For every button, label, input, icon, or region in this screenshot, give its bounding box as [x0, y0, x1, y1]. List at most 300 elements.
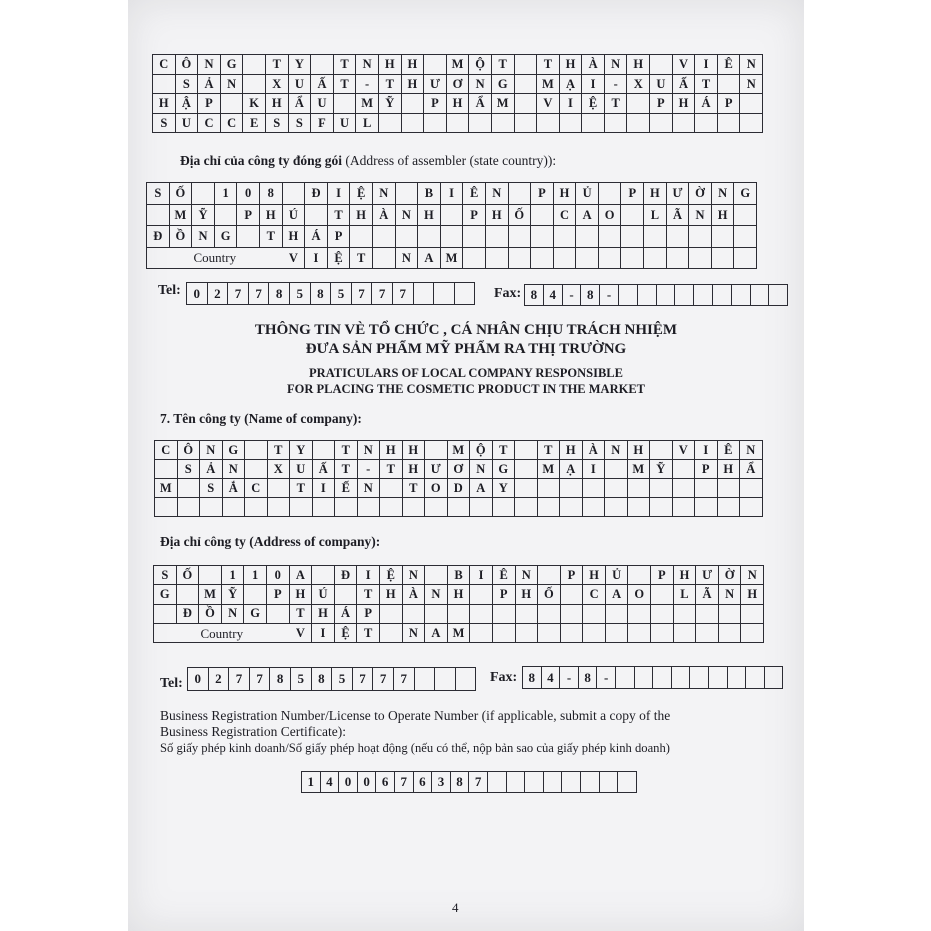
letter-cell: 8 — [260, 183, 283, 205]
manufacturer-name-grid — [152, 54, 763, 133]
letter-cell: N — [200, 441, 223, 460]
letter-cell: N — [192, 226, 215, 248]
digit-box — [732, 285, 751, 305]
letter-cell — [651, 585, 674, 604]
letter-cell: Ú — [312, 585, 335, 604]
letter-cell: - — [356, 75, 379, 95]
letter-cell: C — [583, 585, 606, 604]
assembler-address-label — [180, 153, 556, 169]
letter-cell: G — [154, 585, 177, 604]
background-left — [0, 0, 128, 931]
letter-cell — [628, 479, 651, 498]
letter-cell: N — [373, 183, 396, 205]
letter-cell — [305, 205, 328, 227]
letter-cell — [673, 479, 696, 498]
digit-box: 7 — [352, 283, 373, 304]
digit-box — [746, 667, 765, 688]
company-fax-label: Fax: — [490, 670, 518, 685]
letter-cell: N — [740, 75, 763, 95]
letter-cell: O — [599, 205, 622, 227]
letter-cell: - — [358, 460, 381, 479]
letter-cell: A — [290, 566, 313, 585]
digit-box: 6 — [376, 772, 395, 792]
letter-cell: Y — [289, 55, 312, 75]
country-letter-cell — [667, 248, 690, 270]
letter-cell: Ạ — [560, 460, 583, 479]
letter-cell: Ệ — [350, 183, 373, 205]
letter-cell: H — [741, 585, 764, 604]
letter-cell: Đ — [305, 183, 328, 205]
letter-cell: 1 — [215, 183, 238, 205]
letter-cell: Ộ — [469, 55, 492, 75]
letter-cell: P — [695, 460, 718, 479]
letter-cell — [200, 498, 223, 517]
letter-cell: T — [335, 441, 358, 460]
country-letter-cell — [463, 248, 486, 270]
letter-cell — [515, 441, 538, 460]
letter-cell: P — [651, 566, 674, 585]
letter-cell — [605, 460, 628, 479]
letter-cell: 0 — [267, 566, 290, 585]
letter-cell — [486, 226, 509, 248]
digit-box: - — [560, 667, 579, 688]
letter-cell — [237, 226, 260, 248]
letter-cell — [215, 205, 238, 227]
country-letter-cell — [493, 624, 516, 643]
letter-cell: P — [650, 94, 673, 114]
letter-cell: H — [712, 205, 735, 227]
letter-cell: G — [492, 75, 515, 95]
letter-cell: À — [403, 585, 426, 604]
letter-cell: P — [267, 585, 290, 604]
letter-cell — [667, 226, 690, 248]
assembler-tel-label: Tel: — [158, 283, 181, 298]
letter-cell — [373, 226, 396, 248]
letter-cell — [463, 226, 486, 248]
letter-cell — [313, 498, 336, 517]
letter-cell — [469, 114, 492, 134]
letter-cell — [650, 114, 673, 134]
country-label: Country — [147, 248, 283, 270]
letter-cell: P — [237, 205, 260, 227]
letter-cell: Ê — [463, 183, 486, 205]
letter-cell: T — [328, 205, 351, 227]
letter-cell — [605, 479, 628, 498]
letter-cell: H — [379, 55, 402, 75]
letter-cell: Ồ — [170, 226, 193, 248]
assembler-fax-boxes — [524, 284, 788, 306]
country-letter-cell: T — [350, 248, 373, 270]
letter-cell — [199, 566, 222, 585]
letter-cell: Ỹ — [192, 205, 215, 227]
country-letter-cell — [516, 624, 539, 643]
country-letter-cell — [734, 248, 757, 270]
letter-cell — [311, 55, 334, 75]
letter-cell — [441, 226, 464, 248]
letter-cell: G — [221, 55, 244, 75]
letter-cell: H — [554, 183, 577, 205]
letter-cell: Ạ — [560, 75, 583, 95]
letter-cell: H — [627, 55, 650, 75]
digit-box: - — [597, 667, 616, 688]
letter-cell — [493, 498, 516, 517]
letter-cell: H — [644, 183, 667, 205]
letter-cell: C — [155, 441, 178, 460]
letter-cell — [537, 114, 560, 134]
country-letter-cell: M — [448, 624, 471, 643]
letter-cell: Ấ — [673, 75, 696, 95]
letter-cell — [561, 585, 584, 604]
letter-cell — [651, 605, 674, 624]
letter-cell — [599, 183, 622, 205]
letter-cell: T — [290, 479, 313, 498]
country-letter-cell: A — [425, 624, 448, 643]
letter-cell: H — [448, 585, 471, 604]
letter-cell — [283, 183, 306, 205]
country-letter-cell — [644, 248, 667, 270]
letter-cell — [583, 498, 606, 517]
letter-cell — [243, 55, 266, 75]
letter-cell — [447, 114, 470, 134]
letter-cell — [718, 114, 741, 134]
digit-box: 8 — [579, 667, 598, 688]
letter-cell: 1 — [244, 566, 267, 585]
letter-cell — [674, 605, 697, 624]
letter-cell: M — [155, 479, 178, 498]
letter-cell — [441, 205, 464, 227]
letter-cell — [177, 585, 200, 604]
letter-cell — [509, 226, 532, 248]
letter-cell: N — [198, 55, 221, 75]
letter-cell — [734, 205, 757, 227]
letter-cell: Ã — [667, 205, 690, 227]
letter-cell — [516, 605, 539, 624]
country-letter-cell: V — [290, 624, 313, 643]
country-letter-cell: Ệ — [335, 624, 358, 643]
letter-cell: H — [283, 226, 306, 248]
letter-cell: C — [245, 479, 268, 498]
letter-cell: Ỹ — [222, 585, 245, 604]
letter-cell: H — [583, 566, 606, 585]
letter-cell — [740, 114, 763, 134]
letter-cell: T — [492, 55, 515, 75]
letter-cell: Ả — [200, 460, 223, 479]
letter-cell — [403, 605, 426, 624]
letter-cell — [396, 226, 419, 248]
assembler-tel-boxes — [186, 282, 475, 305]
letter-cell — [221, 94, 244, 114]
letter-cell: T — [266, 55, 289, 75]
letter-cell: U — [290, 460, 313, 479]
letter-cell — [689, 226, 712, 248]
country-letter-cell: Ệ — [328, 248, 351, 270]
letter-cell: P — [621, 183, 644, 205]
letter-cell — [538, 498, 561, 517]
digit-box: 7 — [395, 772, 414, 792]
letter-cell: Ắ — [223, 479, 246, 498]
letter-cell — [418, 226, 441, 248]
digit-box: 8 — [269, 283, 290, 304]
letter-cell — [223, 498, 246, 517]
letter-cell: Ú — [283, 205, 306, 227]
heading-vn-line-2: ĐƯA SẢN PHẨM MỸ PHẨM RA THỊ TRƯỜNG — [305, 341, 627, 357]
letter-cell: N — [221, 75, 244, 95]
letter-cell: B — [448, 566, 471, 585]
letter-cell: Á — [335, 605, 358, 624]
country-letter-cell: I — [312, 624, 335, 643]
letter-cell: N — [223, 460, 246, 479]
letter-cell — [628, 498, 651, 517]
letter-cell: P — [718, 94, 741, 114]
letter-cell — [380, 479, 403, 498]
letter-cell: I — [470, 566, 493, 585]
letter-cell — [740, 94, 763, 114]
digit-box — [415, 668, 436, 690]
brn-number-boxes — [301, 771, 637, 793]
letter-cell: Ơ — [447, 75, 470, 95]
letter-cell: H — [673, 94, 696, 114]
letter-cell — [424, 55, 447, 75]
company-address-grid — [153, 565, 764, 643]
digit-box: 5 — [291, 668, 312, 690]
digit-box — [507, 772, 526, 792]
country-letter-cell — [696, 624, 719, 643]
digit-box: 4 — [542, 667, 561, 688]
digit-box — [456, 668, 476, 690]
letter-cell: I — [357, 566, 380, 585]
digit-box — [635, 667, 654, 688]
letter-cell: 1 — [222, 566, 245, 585]
company-tel-label: Tel: — [160, 676, 183, 691]
letter-cell — [538, 566, 561, 585]
letter-cell — [515, 55, 538, 75]
letter-cell — [147, 205, 170, 227]
letter-cell: U — [176, 114, 199, 134]
letter-cell: L — [674, 585, 697, 604]
letter-cell — [515, 94, 538, 114]
letter-cell: H — [486, 205, 509, 227]
letter-cell: N — [689, 205, 712, 227]
letter-cell: N — [740, 55, 763, 75]
letter-cell — [509, 183, 532, 205]
digit-box — [455, 283, 475, 304]
page-number: 4 — [452, 900, 459, 915]
letter-cell: C — [153, 55, 176, 75]
digit-box — [525, 772, 544, 792]
letter-cell: N — [605, 55, 628, 75]
letter-cell: Ư — [424, 75, 447, 95]
letter-cell — [538, 605, 561, 624]
letter-cell: A — [606, 585, 629, 604]
letter-cell: D — [448, 479, 471, 498]
letter-cell — [644, 226, 667, 248]
country-letter-cell: I — [305, 248, 328, 270]
letter-cell — [290, 498, 313, 517]
letter-cell: Ậ — [176, 94, 199, 114]
digit-box: 0 — [188, 668, 209, 690]
letter-cell: Đ — [335, 566, 358, 585]
letter-cell: O — [628, 585, 651, 604]
country-letter-cell — [606, 624, 629, 643]
digit-box: 2 — [208, 283, 229, 304]
letter-cell — [650, 55, 673, 75]
digit-box — [694, 285, 713, 305]
letter-cell — [350, 226, 373, 248]
letter-cell: N — [425, 585, 448, 604]
digit-box — [653, 667, 672, 688]
letter-cell: M — [448, 441, 471, 460]
letter-cell — [650, 498, 673, 517]
letter-cell: Ô — [178, 441, 201, 460]
letter-cell: I — [695, 55, 718, 75]
letter-cell: V — [673, 441, 696, 460]
digit-box: 5 — [331, 283, 352, 304]
digit-box — [675, 285, 694, 305]
letter-cell — [244, 585, 267, 604]
digit-box: 8 — [270, 668, 291, 690]
digit-box — [769, 285, 787, 305]
letter-cell — [561, 605, 584, 624]
letter-cell — [515, 114, 538, 134]
letter-cell: S — [153, 114, 176, 134]
letter-cell: H — [402, 75, 425, 95]
letter-cell: N — [358, 441, 381, 460]
letter-cell: H — [290, 585, 313, 604]
letter-cell — [718, 498, 741, 517]
letter-cell: Ỹ — [650, 460, 673, 479]
letter-cell — [576, 226, 599, 248]
letter-cell: Đ — [147, 226, 170, 248]
digit-box: 8 — [523, 667, 542, 688]
country-letter-cell: N — [403, 624, 426, 643]
country-letter-cell — [538, 624, 561, 643]
digit-box: - — [563, 285, 582, 305]
letter-cell: Ồ — [199, 605, 222, 624]
letter-cell — [531, 226, 554, 248]
letter-cell: N — [740, 441, 763, 460]
letter-cell: L — [644, 205, 667, 227]
letter-cell — [605, 498, 628, 517]
country-letter-cell — [712, 248, 735, 270]
letter-cell: H — [380, 585, 403, 604]
country-letter-cell — [509, 248, 532, 270]
company-fax-boxes — [522, 666, 783, 689]
letter-cell: N — [356, 55, 379, 75]
digit-box: 1 — [302, 772, 321, 792]
digit-box — [765, 667, 783, 688]
letter-cell: A — [576, 205, 599, 227]
letter-cell: X — [627, 75, 650, 95]
letter-cell — [396, 183, 419, 205]
letter-cell: T — [260, 226, 283, 248]
letter-cell — [192, 183, 215, 205]
letter-cell: C — [198, 114, 221, 134]
letter-cell: T — [493, 441, 516, 460]
letter-cell — [673, 460, 696, 479]
heading-en-line-2: FOR PLACING THE COSMETIC PRODUCT IN THE MARKET — [286, 382, 646, 396]
letter-cell: T — [403, 479, 426, 498]
letter-cell — [583, 479, 606, 498]
country-letter-cell — [651, 624, 674, 643]
digit-box: 7 — [229, 668, 250, 690]
letter-cell: M — [537, 75, 560, 95]
letter-cell: U — [650, 75, 673, 95]
country-letter-cell: N — [396, 248, 419, 270]
letter-cell — [402, 114, 425, 134]
letter-cell — [628, 566, 651, 585]
letter-cell — [515, 460, 538, 479]
letter-cell — [268, 479, 291, 498]
letter-cell — [448, 498, 471, 517]
letter-cell — [153, 75, 176, 95]
digit-box: 8 — [451, 772, 470, 792]
letter-cell: T — [380, 460, 403, 479]
letter-cell: N — [403, 566, 426, 585]
letter-cell: Ố — [538, 585, 561, 604]
letter-cell — [621, 205, 644, 227]
letter-cell: Ờ — [689, 183, 712, 205]
letter-cell: H — [403, 460, 426, 479]
letter-cell — [425, 441, 448, 460]
letter-cell: Á — [695, 94, 718, 114]
letter-cell: M — [538, 460, 561, 479]
letter-cell — [154, 605, 177, 624]
letter-cell — [628, 605, 651, 624]
digit-box: 8 — [525, 285, 544, 305]
digit-box: 3 — [432, 772, 451, 792]
digit-box — [690, 667, 709, 688]
letter-cell — [560, 479, 583, 498]
letter-cell: H — [312, 605, 335, 624]
letter-cell: P — [328, 226, 351, 248]
letter-cell: N — [469, 75, 492, 95]
letter-cell: G — [493, 460, 516, 479]
letter-cell: C — [221, 114, 244, 134]
letter-cell: E — [243, 114, 266, 134]
letter-cell: G — [734, 183, 757, 205]
letter-cell — [402, 94, 425, 114]
letter-cell: H — [560, 441, 583, 460]
country-letter-cell — [621, 248, 644, 270]
assembler-address-grid — [146, 182, 757, 269]
letter-cell — [650, 479, 673, 498]
letter-cell: N — [358, 479, 381, 498]
letter-cell — [582, 114, 605, 134]
digit-box: 2 — [209, 668, 230, 690]
letter-cell — [719, 605, 742, 624]
letter-cell: S — [289, 114, 312, 134]
letter-cell: K — [243, 94, 266, 114]
letter-cell: N — [605, 441, 628, 460]
letter-cell — [380, 498, 403, 517]
letter-cell: T — [290, 605, 313, 624]
country-letter-cell: V — [283, 248, 306, 270]
letter-cell: I — [695, 441, 718, 460]
letter-cell: I — [441, 183, 464, 205]
letter-cell: Ố — [177, 566, 200, 585]
letter-cell — [155, 460, 178, 479]
digit-box: 8 — [312, 668, 333, 690]
letter-cell: G — [215, 226, 238, 248]
letter-cell — [560, 498, 583, 517]
digit-box: 7 — [228, 283, 249, 304]
digit-box — [562, 772, 581, 792]
letter-cell: H — [380, 441, 403, 460]
digit-box: 7 — [372, 283, 393, 304]
letter-cell: G — [244, 605, 267, 624]
digit-box: 7 — [393, 283, 414, 304]
background-right — [804, 0, 931, 931]
